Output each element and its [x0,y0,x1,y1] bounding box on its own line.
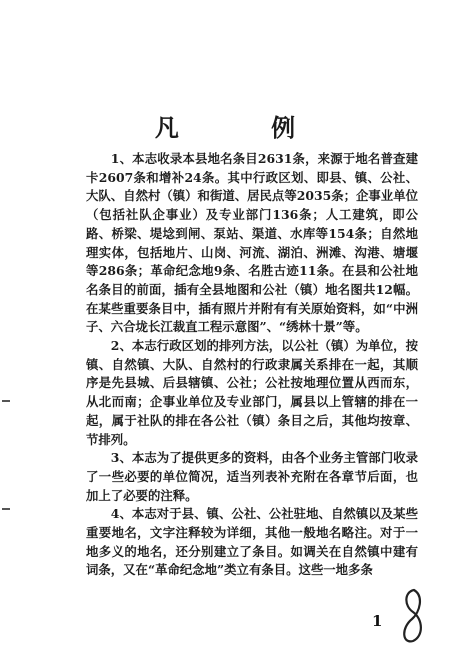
paragraph-3: 3、本志为了提供更多的资料，由各个业务主管部门收录了一些必要的单位简况，适当列表补充附在各章节后面，也加上了必要的注释。 [86,450,418,503]
paragraph-4: 4、本志对于县、镇、公社、公社驻地、自然镇以及某些重要地名，文字注释较为详细，其他一般地名略注。对于一地多义的地名，还分别建立了条目。如调关在自然镇中建有词条，又在“革命纪念地”类立有条目。这些一地多条 [86,506,418,578]
margin-mark [2,400,10,402]
page-number: 1 [372,612,383,630]
page-title: 凡 例 [154,113,338,142]
handwritten-page-number [398,586,428,646]
margin-mark [2,508,10,510]
body-text [86,150,418,580]
paragraph-2: 2、本志行政区划的排列方法，以公社（镇）为单位，按镇、自然镇、大队、自然村的行政隶属关系排在一起，其顺序是先县城、后县辖镇、公社；公社按地理位置从西而东，从北而南；企事业单位及专业部门，属县以上管辖的排在一起，属于社队的排在各公社（镇）条目之后，其他均按章、节排列。 [86,338,418,447]
paragraph-1: 1、本志收录本县地名条目2631条，来源于地名普查建卡2607条和增补24条。其中行政区划、即县、镇、公社、大队、自然村（镇）和街道、居民点等2035条；企事业单位（包括社队企事业）及专业部门136条；人工建筑，即公路、桥梁、堤埝到闸、泵站、渠道、水库等154条；自然地理实体，包括地片、山岗、河流、湖泊、洲滩、沟港、塘堰等286条；革命纪念地9条、名胜古迹11条。在县和公社地名条目的前面，插有全县地图和公社（镇）地名图共12幅。在某些重要条目中，插有照片并附有有关原始资料，如“中洲子、六合垅长江裁直工程示意图”、“绣林十景”等。 [86,151,418,335]
